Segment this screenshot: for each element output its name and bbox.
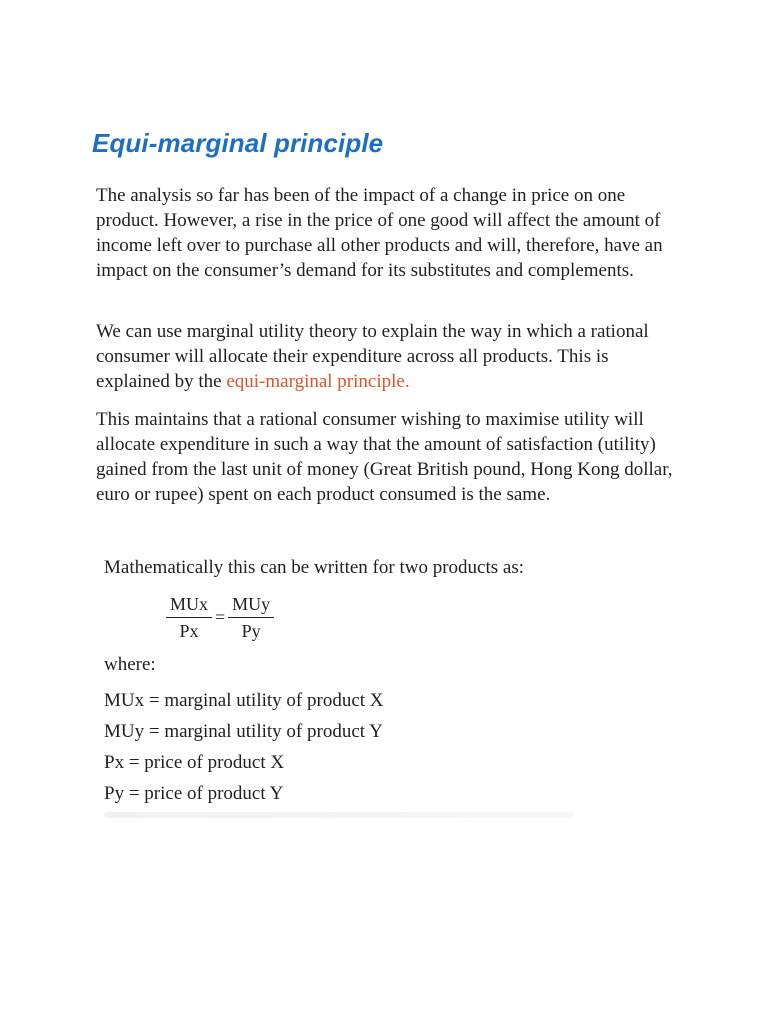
left-numerator: MUx [166,593,212,618]
definition-item: Px = price of product X [104,752,285,773]
equi-marginal-principle-highlight: equi-marginal principle. [226,371,410,392]
right-denominator: Py [241,621,261,641]
math-intro-text: Mathematically this can be written for two products as: [104,557,524,578]
definitions-list [104,685,384,809]
definition-item: Py = price of product Y [104,783,284,804]
left-fraction [166,593,212,642]
equals-sign: = [215,607,226,627]
where-label: where: [104,654,156,675]
equi-marginal-formula [166,593,274,642]
left-denominator: Px [179,621,199,641]
definition-item: MUx = marginal utility of product X [104,690,384,711]
paragraph-impact-of-price-change: The analysis so far has been of the impact of a change in price on one product. However, a rise in the price of one good will affect the amount of income left over to purchase all other products and will, therefore, have an impact on the consumer’s demand for its substitutes and complements. [96,185,663,281]
right-fraction [228,593,274,642]
definition-item: MUy = marginal utility of product Y [104,721,383,742]
paragraph-marginal-utility-theory [96,319,686,394]
section-heading: Equi-marginal principle [92,128,384,158]
paragraph-marginal-utility-text: We can use marginal utility theory to explain the way in which a rational consumer will allocate their expenditure across all products. This is explained by the [96,321,649,392]
right-numerator: MUy [228,593,274,618]
faded-cutoff-line [104,812,574,818]
paragraph-rational-consumer: This maintains that a rational consumer wishing to maximise utility will allocate expenditure in such a way that the amount of satisfaction (utility) gained from the last unit of money (Great British pound, Hong Kong dollar, euro or rupee) spent on each product consumed is the same. [96,409,673,505]
